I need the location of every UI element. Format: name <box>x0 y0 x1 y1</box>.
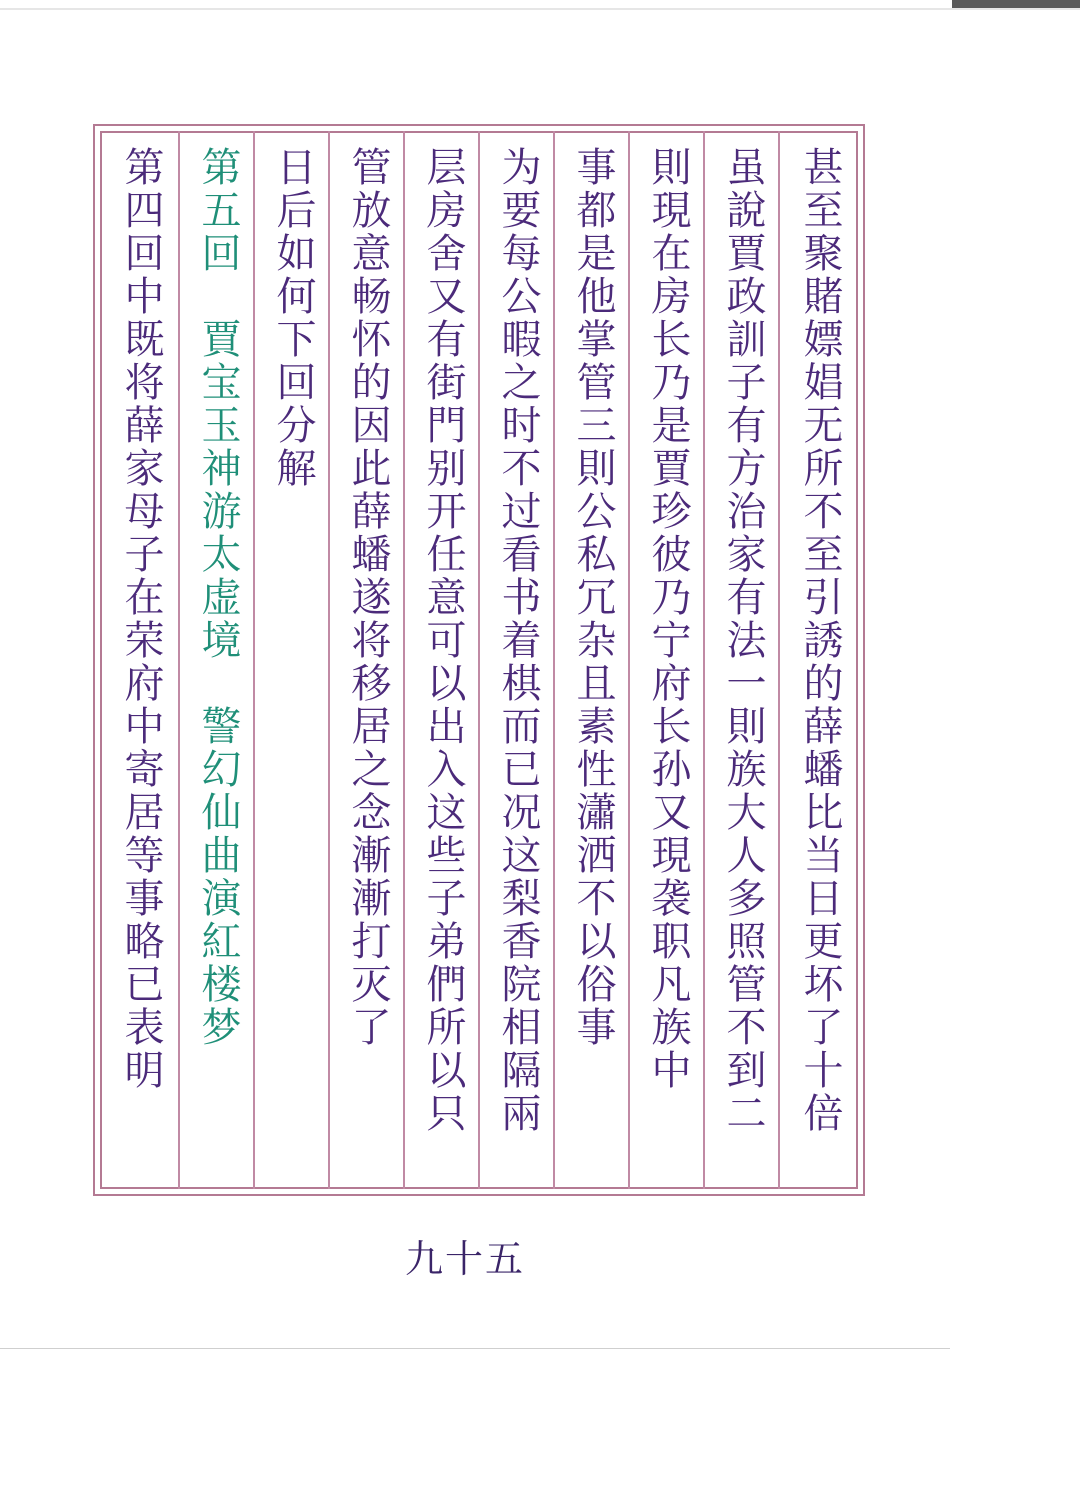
page-number: 九十五 <box>405 1237 526 1281</box>
column-rule <box>178 131 180 1189</box>
text-column-4: 事都是他掌管三則公私冗杂且素性瀟洒不以俗事 <box>570 146 616 1049</box>
text-column-10: 第四回中既将薛家母子在荣府中寄居等事略已表明 <box>118 146 164 1092</box>
scan-edge-line <box>0 8 1080 10</box>
text-column-3: 則現在房长乃是賈珍彼乃宁府长孙又現袭职凡族中 <box>645 146 691 1092</box>
text-column-8: 日后如何下回分解 <box>270 146 316 490</box>
text-column-6: 层房舍又有街門别开任意可以出入这些子弟們所以只 <box>420 146 466 1135</box>
scan-bottom-line <box>0 1348 950 1349</box>
text-column-2: 虽說賈政訓子有方治家有法一則族大人多照管不到二 <box>720 146 766 1135</box>
text-column-7: 管放意畅怀的因此薛蟠遂将移居之念漸漸打灭了 <box>345 146 391 1049</box>
text-column-5: 为要每公暇之时不过看书着棋而已况这梨香院相隔兩 <box>495 146 541 1135</box>
text-column-1: 甚至聚賭嫖娼无所不至引誘的薛蟠比当日更坏了十倍 <box>797 146 843 1135</box>
chapter-title-column: 第五回 賈宝玉神游太虚境 警幻仙曲演紅楼梦 <box>195 146 241 1049</box>
